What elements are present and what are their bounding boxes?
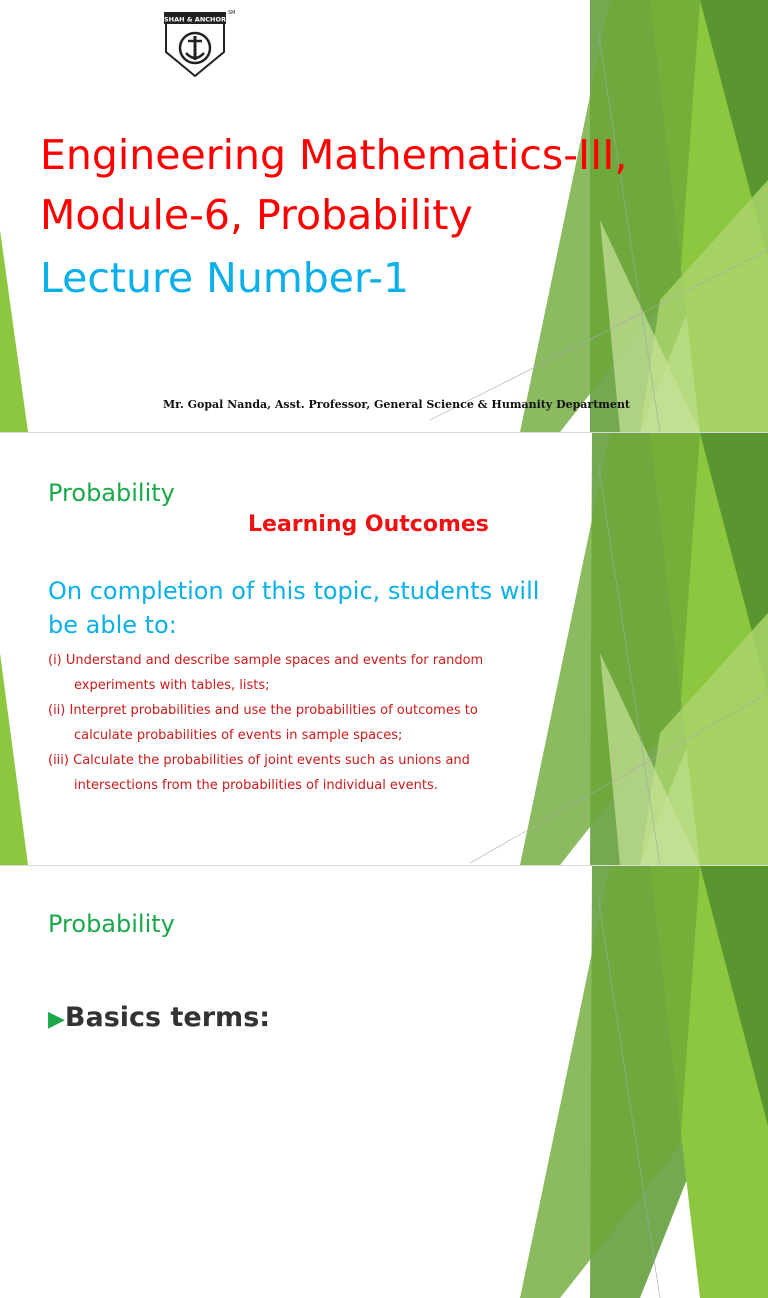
author-credit: Mr. Gopal Nanda, Asst. Professor, General Science & Humanity Department — [163, 398, 631, 411]
logo-banner-text: SHAH & ANCHOR — [164, 15, 226, 24]
slide-heading: Probability — [48, 479, 175, 507]
learning-outcomes-slide — [0, 433, 768, 865]
logo-sup-text: SM — [228, 10, 236, 16]
triangle-bullet-icon: ▶ — [48, 1007, 65, 1032]
title-line-2: Module-6, Probability — [40, 191, 473, 239]
bullet-text: Basics terms: — [64, 1002, 271, 1033]
outcome-1-line-1: (i) Understand and describe sample spaces and events for random — [48, 653, 484, 668]
outcome-2-line-2: calculate probabilities of events in sample spaces; — [74, 728, 403, 743]
learning-outcomes-heading: Learning Outcomes — [248, 512, 489, 537]
anchor-emblem-icon — [160, 8, 236, 78]
slide-heading: Probability — [48, 910, 175, 938]
lecture-subtitle: Lecture Number-1 — [40, 254, 410, 302]
basics-slide — [0, 866, 768, 1033]
outcome-3-line-2: intersections from the probabilities of individual events. — [74, 778, 438, 793]
outcomes-list — [48, 648, 518, 798]
title-slide — [0, 0, 768, 432]
outcome-1-line-2: experiments with tables, lists; — [74, 678, 270, 693]
intro-text: On completion of this topic, students will be able to: — [48, 577, 540, 639]
title-line-1: Engineering Mathematics-III, — [40, 131, 628, 179]
outcome-3-line-1: (iii) Calculate the probabilities of joint events such as unions and — [48, 753, 470, 768]
outcome-2-line-1: (ii) Interpret probabilities and use the probabilities of outcomes to — [48, 703, 478, 718]
bullet-item — [48, 1002, 270, 1033]
